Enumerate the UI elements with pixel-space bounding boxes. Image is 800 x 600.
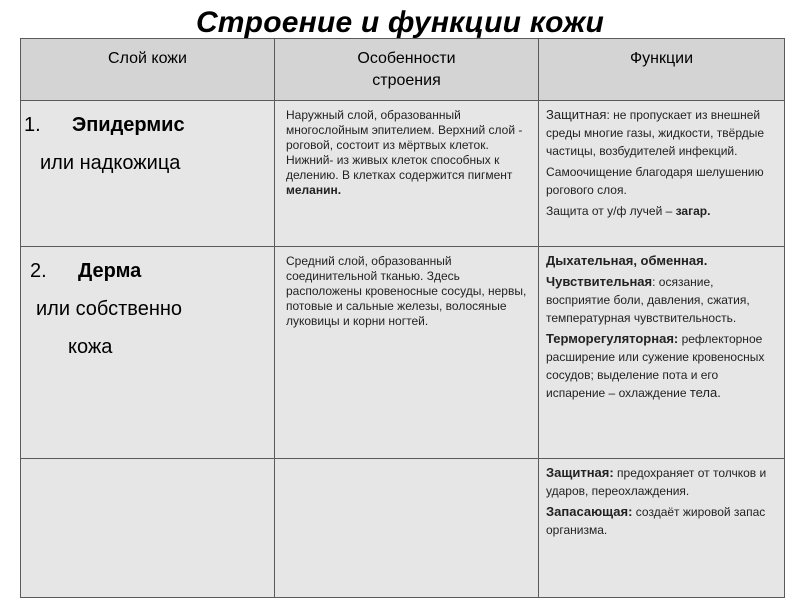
function-text: : не пропускает из внешней среды многие газы, жидкости, твёрдые частицы, возбудителей инфекций. [546, 108, 765, 158]
layer-cell-empty [21, 459, 275, 598]
structure-cell-empty [275, 459, 539, 598]
function-text: рефлекторное расширение или сужение кровеносных сосудов; выделение пота и его испарение – охлаждение [546, 332, 765, 400]
function-bold: загар. [675, 204, 711, 218]
layer-alt-name: или собственно [36, 298, 183, 320]
header-functions: Функции [539, 39, 785, 101]
row-number: 1. [24, 114, 41, 136]
layer-alt-name-2: кожа [68, 336, 113, 358]
function-head: Терморегуляторная: [546, 331, 679, 346]
header-structure [275, 39, 539, 101]
functions-cell-dermis [539, 247, 785, 459]
function-text: Самоочищение благодаря шелушению рогового слоя. [546, 165, 764, 197]
function-text: Защита от у/ф лучей – [546, 204, 676, 218]
header-layer: Слой кожи [21, 39, 275, 101]
layer-cell-epidermis [21, 101, 275, 247]
header-structure-label: Особенности строения [357, 50, 456, 89]
table-row-hypodermis [21, 459, 785, 598]
function-head: Защитная [546, 107, 607, 122]
structure-bold: меланин. [286, 183, 342, 197]
function-head: Дыхательная, обменная. [546, 253, 708, 268]
page-title: Строение и функции кожи [195, 6, 605, 39]
table-row-epidermis [21, 101, 785, 247]
function-head: Запасающая: [546, 504, 633, 519]
function-text: предохраняет от толчков и ударов, переохлаждения. [546, 466, 767, 498]
function-text: создаёт жировой запас организма. [546, 505, 766, 537]
structure-cell-dermis [275, 247, 539, 459]
function-head: Чувствительная [546, 274, 653, 289]
functions-cell-hypodermis [539, 459, 785, 598]
row-number: 2. [30, 260, 47, 282]
functions-cell-epidermis [539, 101, 785, 247]
structure-text: Средний слой, образованный соединительной тканью. Здесь расположены кровеносные сосуды, нервы, потовые и сальные железы, волосяные луковицы и корни ногтей. [286, 254, 527, 328]
layer-name: Дерма [78, 260, 142, 282]
layer-alt-name: или надкожица [40, 152, 181, 174]
structure-cell-epidermis [275, 101, 539, 247]
function-text: : осязание, восприятие боли, давления, сжатия, температурная чувствительность. [546, 275, 750, 325]
layer-cell-dermis [21, 247, 275, 459]
table-row-dermis [21, 247, 785, 459]
function-tail: тела. [689, 385, 721, 400]
function-head: Защитная: [546, 465, 614, 480]
header-row [21, 39, 785, 101]
structure-text: Наружный слой, образованный многослойным эпителием. Верхний слой - роговой, состоит из мёртвых клеток. Нижний- из живых клеток способных к делению. В клетках содержится пигмент [286, 108, 523, 182]
skin-table [20, 38, 785, 598]
layer-name: Эпидермис [72, 114, 185, 136]
